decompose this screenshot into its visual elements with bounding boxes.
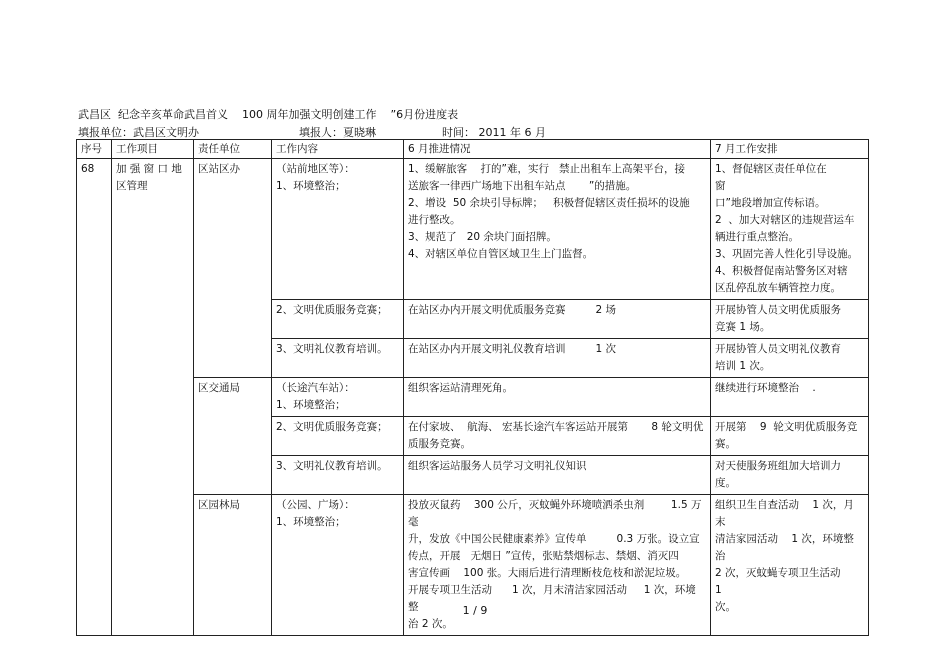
progress-cell: 1、缓解旅客 打的”难，实行 禁止出租车上高架平台，接 送旅客一律西广场地下出租车站点 ”的措施。 2、增设 50 余块引导标牌； 积极督促辖区责任损坏的设施 进行整改。 3、规范了 20 余块门面招牌。 4、对辖区单位自管区域卫生上门监督。 (404, 159, 711, 300)
plan-cell: 开展第 9 轮文明优质服务竞 赛。 (711, 417, 869, 456)
plan-cell: 继续进行环境整治 . (711, 378, 869, 417)
progress-cell: 在付家坡、 航海、 宏基长途汽车客运站开展第 8 轮文明优 质服务竞赛。 (404, 417, 711, 456)
progress-cell: 组织客运站服务人员学习文明礼仪知识 (404, 456, 711, 495)
plan-cell: 对天使服务班组加大培训力 度。 (711, 456, 869, 495)
project-cell: 加 强 窗 口 地 区管理 (112, 159, 194, 636)
table-row (77, 159, 869, 300)
document-title: 武昌区 纪念辛亥革命武昌首义 100 周年加强文明创建工作 ”6月份进度表 (78, 108, 459, 121)
progress-cell: 投放灭鼠药 300 公斤，灭蚊蝇外环境喷洒杀虫剂 1.5 万毫 升，发放《中国公民健康素养》宣传单 0.3 万张。设立宣 传点，开展 无烟日 ”宣传，张贴禁烟标志、禁烟、消灭四 害宣传画 100 张。大雨后进行清理断枝危枝和淤泥垃圾。 开展专项卫生活动 1 次，月末清洁家园活动 1 次，环境整 治 2 次。 (404, 495, 711, 636)
header-unit: 责任单位 (194, 140, 272, 159)
table-row (77, 378, 869, 417)
unit-cell: 区站区办 (194, 159, 272, 378)
header-july-plan: 7 月工作安排 (711, 140, 869, 159)
header-seq: 序号 (77, 140, 112, 159)
content-cell: （公园、广场）： 1、环境整治； (272, 495, 404, 636)
progress-table (76, 139, 869, 636)
page-indicator: 1 / 9 (462, 604, 488, 617)
progress-cell: 在站区办内开展文明优质服务竞赛 2 场 (404, 300, 711, 339)
report-time: 时间： 2011 年 6 月 (442, 126, 546, 139)
progress-cell: 在站区办内开展文明礼仪教育培训 1 次 (404, 339, 711, 378)
content-cell: （站前地区等）： 1、环境整治； (272, 159, 404, 300)
seq-cell: 68 (77, 159, 112, 636)
plan-cell: 1、督促辖区责任单位在 窗 口”地段增加宣传标语。 2 、加大对辖区的违规营运车 辆进行重点整治。 3、巩固完善人性化引导设施。 4、积极督促南站警务区对辖 区乱停乱放车辆管控力度。 (711, 159, 869, 300)
unit-cell: 区交通局 (194, 378, 272, 495)
fill-unit: 填报单位：武昌区文明办 (78, 126, 199, 139)
content-cell: 3、文明礼仪教育培训。 (272, 339, 404, 378)
plan-cell: 开展协管人员文明礼仪教育 培训 1 次。 (711, 339, 869, 378)
progress-cell: 组织客运站清理死角。 (404, 378, 711, 417)
header-content: 工作内容 (272, 140, 404, 159)
plan-cell: 组织卫生自查活动 1 次，月末 清洁家园活动 1 次，环境整治 2 次，灭蚊蝇专项卫生活动 1 次。 (711, 495, 869, 636)
table-header-row (77, 140, 869, 159)
content-cell: 2、文明优质服务竞赛； (272, 417, 404, 456)
header-june-progress: 6 月推进情况 (404, 140, 711, 159)
unit-cell: 区园林局 (194, 495, 272, 636)
plan-cell: 开展协管人员文明优质服务 竞赛 1 场。 (711, 300, 869, 339)
content-cell: 2、文明优质服务竞赛； (272, 300, 404, 339)
header-project: 工作项目 (112, 140, 194, 159)
content-cell: （长途汽车站）： 1、环境整治； (272, 378, 404, 417)
filler: 填报人：夏晓琳 (299, 126, 376, 139)
content-cell: 3、文明礼仪教育培训。 (272, 456, 404, 495)
